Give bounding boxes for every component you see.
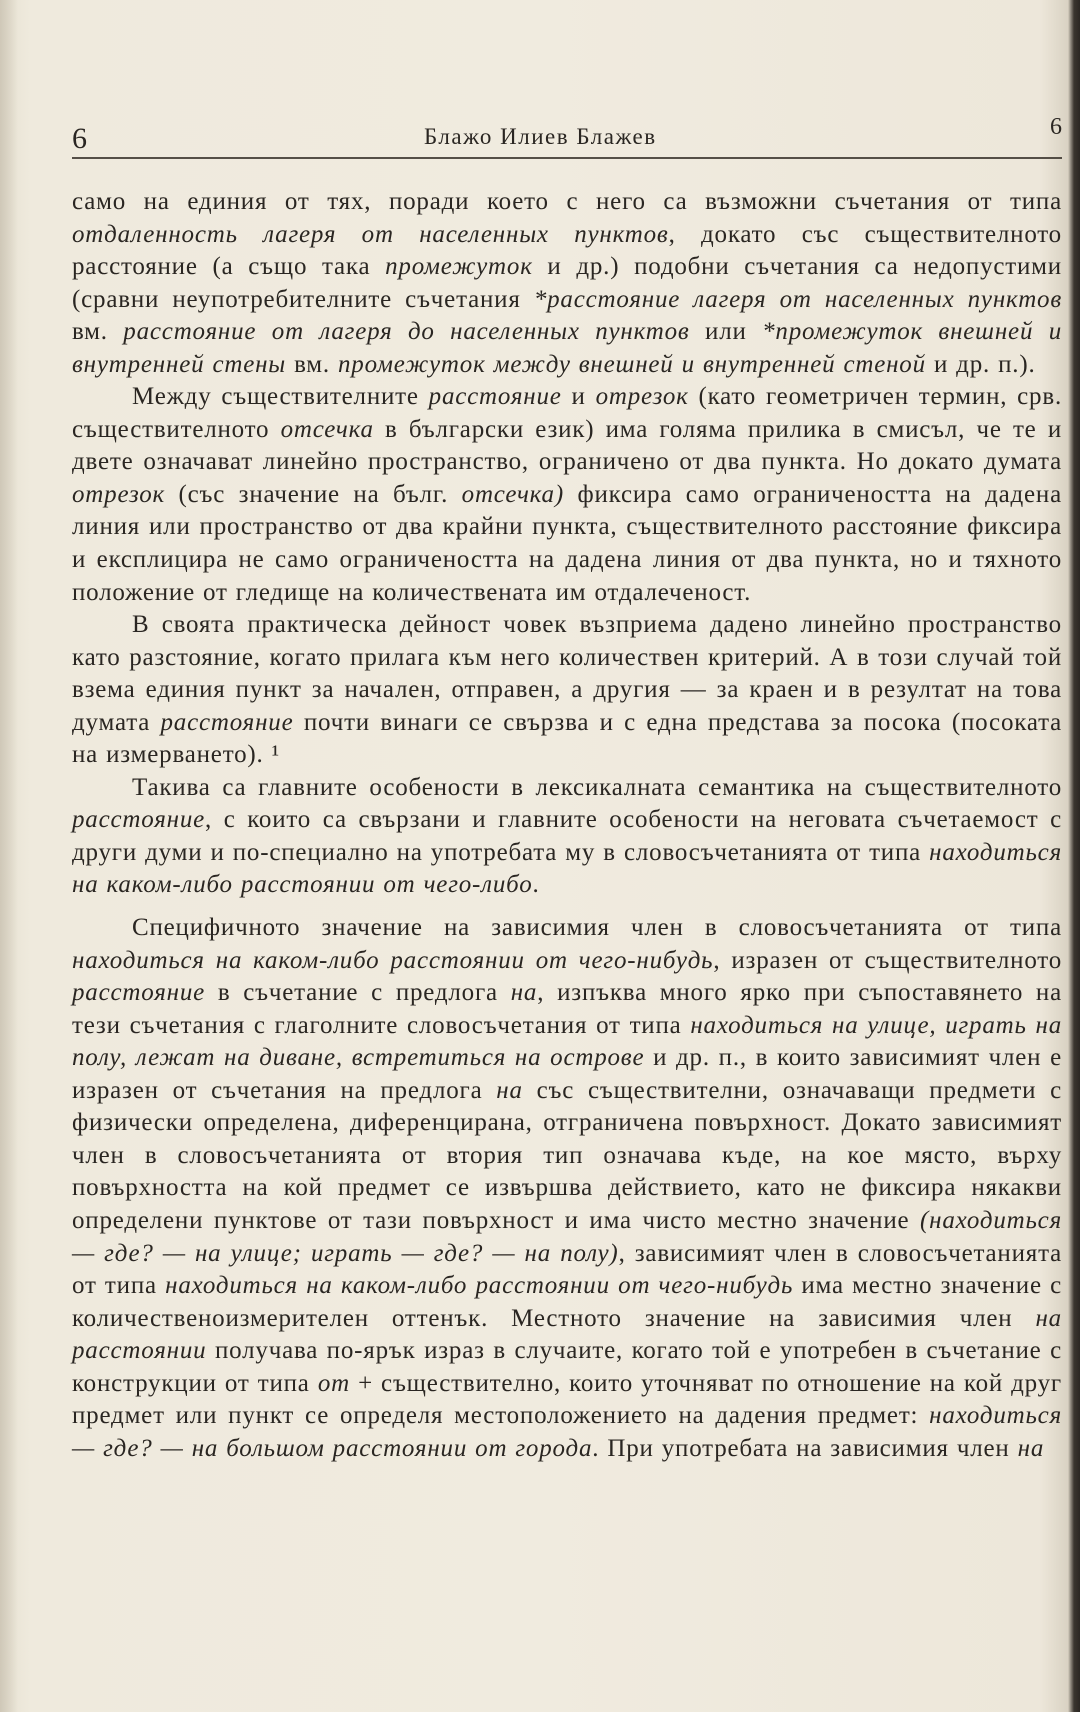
paragraph [72, 912, 1062, 1465]
italic-run: от [317, 1369, 350, 1397]
italic-run: на [510, 979, 538, 1007]
italic-run: отрезок [72, 480, 166, 508]
italic-run: находиться на улице, играть на полу, лежат на диване, встретиться на острове [72, 1011, 1062, 1072]
page-left-edge [0, 0, 18, 1712]
text-run: , с които са свързани и главните особености на неговата съчетаемост с други думи и по-специално на употребата му в словосъчетанията от типа [72, 806, 1062, 866]
text-run: Такива са главните особености в лексикалната семантика на съществителното [132, 773, 1062, 801]
text-run: или [689, 318, 763, 346]
italic-run: промежуток [385, 253, 533, 281]
italic-run: расстояние [428, 383, 562, 411]
body-text [72, 186, 1062, 1465]
text-run: и др. п.). [925, 350, 1036, 378]
italic-run: промежуток между внешней и внутренней стеной [338, 350, 926, 378]
italic-run: отсечка [280, 415, 374, 443]
italic-run: на [496, 1076, 523, 1104]
text-run: Специфичното значение на зависимия член в словосъчетанията от типа [132, 914, 1062, 942]
running-head-author: Блажо Илиев Блажев [424, 124, 657, 149]
italic-run: расстояние [72, 979, 206, 1007]
italic-run: расстояние [72, 806, 206, 834]
text-run: (като геометричен термин, срв. съществителното [72, 383, 1062, 443]
text-run: Между съществителните [132, 383, 429, 411]
italic-run: на расстоянии [72, 1304, 1062, 1365]
text-run: почти винаги се свързва и с една представа за посока (посоката на измерването). ¹ [72, 708, 1062, 769]
text-run: има местно значение с количественоизмерителен оттенък. Местното значение на зависимия член [72, 1272, 1062, 1332]
paragraph [72, 609, 1062, 772]
text-run: вм. [286, 350, 338, 378]
text-run: . [532, 871, 540, 899]
text-run: получава по-ярък израз в случаите, когато той е употребен в съчетание с конструкции от типа [72, 1337, 1062, 1397]
text-run: фиксира само ограничеността на дадена линия или пространство от два крайни пункта, съществителното расстояние фиксира и експлицира не само ограничеността на дадена линия от два пункта, но и тяхното положение от гледище на количествената им отдалеченост. [72, 480, 1062, 606]
page-number-margin: 6 [1050, 114, 1062, 140]
italic-run: отрезок [595, 383, 689, 411]
text-run: , изразен от съществителното [713, 946, 1062, 974]
text-run: в съчетание с предлога [205, 979, 511, 1007]
text-run: вм. [72, 318, 124, 346]
page-header [72, 114, 1062, 158]
page-number: 6 [72, 122, 88, 155]
italic-run: расстояние от лагеря до населенных пунктов [123, 318, 690, 346]
italic-run: расстояние [160, 708, 294, 736]
text-run: и др. п., в които зависимият член е изразен от съчетания на предлога [72, 1044, 1062, 1104]
italic-run: находиться на каком-либо расстоянии от чего-нибудь [72, 946, 714, 974]
italic-run: *расстояние лагеря от населенных пунктов [533, 285, 1062, 313]
text-run: , докато със съществителното расстояние (а също така [72, 220, 1062, 281]
italic-run: находиться на каком-либо расстоянии от чего-либо [72, 838, 1062, 899]
italic-run: на [1017, 1434, 1045, 1462]
text-run: , изпъква много ярко при съпоставянето на тези съчетания с глаголните словосъчетания от типа [72, 979, 1062, 1039]
italic-run: *промежуток внешней и внутренней стены [72, 318, 1062, 378]
text-run: в български език) има голяма прилика в смисъл, че те и двете означават линейно пространство, ограничено от два пункта. Но докато думата [72, 415, 1062, 476]
text-run: (със значение на бълг. [165, 480, 462, 508]
italic-run: (находиться — где? — на улице; играть — где? — на полу) [72, 1206, 1062, 1267]
paragraph [72, 186, 1062, 381]
text-run: В своята практическа дейност човек възприема дадено линейно пространство като разстояние, когато прилага към него количествен критерий. А в този случай той взема единия пункт за начален, отправен, а другия — за краен и в резултат на това думата [72, 611, 1062, 736]
italic-run: находиться на каком-либо расстоянии от чего-нибудь [165, 1272, 794, 1300]
text-run: само на единия от тях, поради което с него са възможни съчетания от типа [72, 188, 1062, 215]
italic-run: находиться — где? — на большом расстоянии от города [72, 1402, 1062, 1462]
paragraph [72, 772, 1062, 902]
text-run: + съществително, които уточняват по отношение на кой друг предмет или пункт се определя местоположението на дадения предмет: [72, 1369, 1062, 1430]
italic-run: отсечка) [461, 480, 564, 508]
text-run: , зависимият член в словосъчетанията от типа [72, 1239, 1062, 1300]
text-run: и [561, 383, 596, 411]
header-rule [72, 157, 1062, 159]
text-run: със съществителни, означаващи предмети с физически определена, диференцирана, отграничена повърхност. Докато зависимият член в словосъчетанията от втория тип означава къде, на кое място, върху повърхността на кой предмет се извършва действието, като не фиксира някакви определени пунктове от тази повърхност и има чисто местно значение [72, 1076, 1062, 1234]
paragraph [72, 381, 1062, 609]
text-run: . При употребата на зависимия член [592, 1434, 1018, 1462]
text-run: и др.) подобни съчетания са недопустими (сравни неупотребителните съчетания [72, 253, 1062, 313]
italic-run: отдаленность лагеря от населенных пунктов [72, 220, 669, 248]
